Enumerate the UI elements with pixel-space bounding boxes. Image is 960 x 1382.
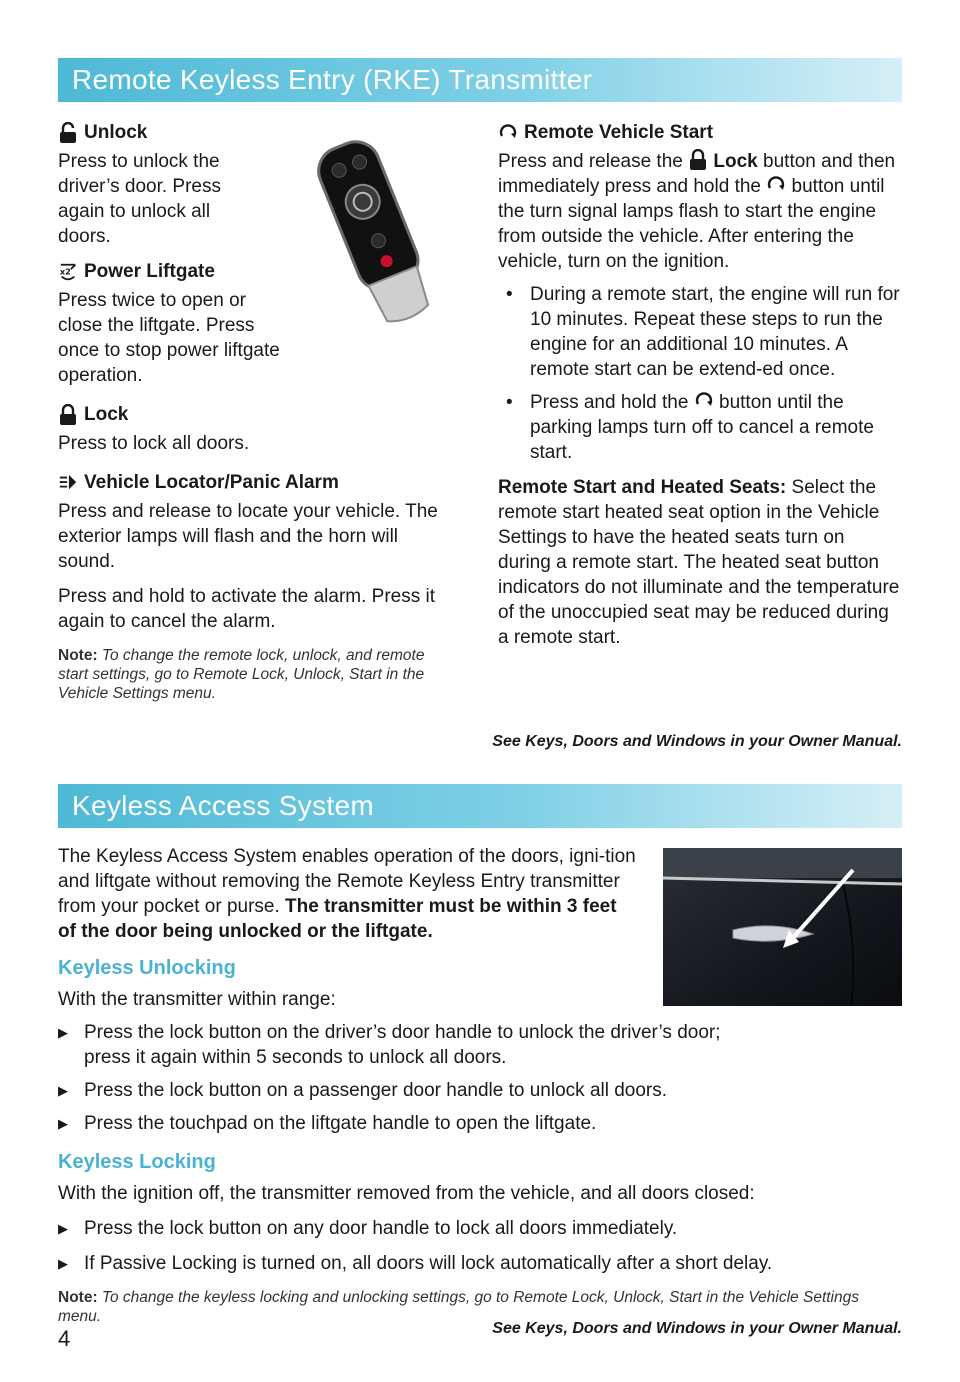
heated-seats-label: Remote Start and Heated Seats: bbox=[498, 477, 787, 498]
arrow-bullet-icon: ▶ bbox=[58, 1221, 68, 1236]
unlocking-item-text: Press the touchpad on the liftgate handle to open the liftgate. bbox=[84, 1113, 597, 1134]
locator-label: Vehicle Locator/Panic Alarm bbox=[84, 472, 339, 493]
arrow-bullet-icon: ▶ bbox=[58, 1083, 68, 1098]
remote-start-text bbox=[498, 149, 902, 274]
liftgate-icon bbox=[58, 261, 78, 283]
remote-start-icon-inline bbox=[766, 174, 786, 196]
rke-note-label: Note: bbox=[58, 647, 98, 664]
remote-start-icon-inline bbox=[694, 390, 714, 412]
keyless-intro-bold: The transmitter must be within 3 feet of the door being unlocked or the liftgate. bbox=[58, 896, 617, 942]
keyless-note-text: To change the keyless locking and unlocking settings, go to Remote Lock, Unlock, Start in the Vehicle Settings menu. bbox=[58, 1289, 859, 1325]
see-owner-manual-2: See Keys, Doors and Windows in your Owner Manual. bbox=[492, 1320, 902, 1337]
locking-item-text: Press the lock button on any door handle to lock all doors immediately. bbox=[84, 1218, 678, 1239]
unlocking-item-2 bbox=[58, 1078, 902, 1103]
keyless-locking-lead: With the ignition off, the transmitter removed from the vehicle, and all doors closed: bbox=[58, 1183, 755, 1204]
bullet-1-text: During a remote start, the engine will run for 10 minutes. Repeat these steps to run the engine for an additional 10 minutes. A remote start can be extend-ed once. bbox=[530, 284, 900, 380]
locking-item-text: If Passive Locking is turned on, all doors will lock automatically after a short delay. bbox=[84, 1253, 773, 1274]
keyless-locking-heading: Keyless Locking bbox=[58, 1151, 216, 1173]
rke-note-text: To change the remote lock, unlock, and remote start settings, go to Remote Lock, Unlock, Start in the Vehicle Settings menu. bbox=[58, 647, 425, 702]
bullet-2-text bbox=[530, 390, 902, 465]
keyless-unlocking-heading: Keyless Unlocking bbox=[58, 957, 236, 979]
keyless-access-column bbox=[58, 844, 902, 1326]
unlock-icon bbox=[58, 122, 78, 144]
lock-icon bbox=[58, 404, 78, 426]
heated-seats-body: Select the remote start heated seat option in the Vehicle Settings to have the heated seats turn on during a remote start. The heated seat button indicators do not illuminate and the temperature of the unoccupied seat may be reduced during a remote start. bbox=[498, 477, 900, 648]
panic-alarm-icon bbox=[58, 472, 78, 494]
remote-start-text-a: Press and release the bbox=[498, 151, 683, 172]
heated-seats-text bbox=[498, 475, 902, 650]
lock-label: Lock bbox=[84, 404, 129, 425]
lock-icon-inline bbox=[688, 149, 708, 171]
rke-right-column bbox=[498, 120, 902, 650]
remote-start-bullet-1 bbox=[498, 282, 902, 382]
unlocking-item-3 bbox=[58, 1111, 902, 1136]
keyless-note-label: Note: bbox=[58, 1289, 98, 1306]
remote-start-heading bbox=[498, 120, 902, 145]
arrow-bullet-icon: ▶ bbox=[58, 1025, 68, 1040]
arrow-bullet-icon: ▶ bbox=[58, 1116, 68, 1131]
svg-text:x2: x2 bbox=[59, 266, 71, 277]
see-owner-manual-1: See Keys, Doors and Windows in your Owner Manual. bbox=[492, 733, 902, 750]
lock-word: Lock bbox=[713, 151, 758, 172]
remote-start-bullet-2 bbox=[498, 390, 902, 465]
unlock-text: Press to unlock the driver’s door. Press again to unlock all doors. bbox=[58, 151, 221, 247]
arrow-bullet-icon: ▶ bbox=[58, 1256, 68, 1271]
section-banner-keyless-access: Keyless Access System bbox=[58, 784, 902, 828]
bullet-2-text-a: Press and hold the bbox=[530, 392, 689, 413]
remote-start-text-b: button and then immediately press and hold the bbox=[498, 151, 896, 197]
locator-text-1: Press and release to locate your vehicle. The exterior lamps will flash and the horn will sound. bbox=[58, 501, 438, 572]
lock-heading bbox=[58, 402, 458, 427]
bullet-dot: • bbox=[506, 392, 513, 413]
section-banner-rke: Remote Keyless Entry (RKE) Transmitter bbox=[58, 58, 902, 102]
lock-text: Press to lock all doors. bbox=[58, 433, 250, 454]
rke-note bbox=[58, 646, 458, 703]
remote-start-icon bbox=[498, 122, 518, 144]
unlocking-item-text: Press the lock button on a passenger door handle to unlock all doors. bbox=[84, 1080, 668, 1101]
page-number: 4 bbox=[58, 1326, 71, 1351]
keyless-unlocking-lead: With the transmitter within range: bbox=[58, 989, 336, 1010]
unlocking-item-text: Press the lock button on the driver’s door handle to unlock the driver’s door; press it again within 5 seconds to unlock all doors. bbox=[84, 1022, 721, 1068]
unlocking-item-1 bbox=[58, 1020, 902, 1070]
keyless-intro-text: The Keyless Access System enables operation of the doors, igni-tion and liftgate without removing the Remote Keyless Entry transmitter from your pocket or purse. bbox=[58, 846, 636, 917]
unlock-label: Unlock bbox=[84, 122, 148, 143]
remote-start-text-c: button until the turn signal lamps flash to start the engine from outside the vehicle. After entering the vehicle, turn on the ignition. bbox=[498, 176, 885, 272]
locator-text-2: Press and hold to activate the alarm. Press it again to cancel the alarm. bbox=[58, 586, 436, 632]
key-fob-image bbox=[288, 130, 458, 330]
liftgate-text: Press twice to open or close the liftgate. Press once to stop power liftgate operation. bbox=[58, 290, 280, 386]
locator-heading bbox=[58, 470, 458, 495]
locking-item-1 bbox=[58, 1216, 902, 1241]
bullet-2-text-b: button until the parking lamps turn off to cancel a remote start. bbox=[530, 392, 874, 463]
remote-start-label: Remote Vehicle Start bbox=[524, 122, 714, 143]
bullet-dot: • bbox=[506, 284, 513, 305]
keyless-intro bbox=[58, 844, 638, 944]
locking-item-2 bbox=[58, 1251, 902, 1276]
liftgate-label: Power Liftgate bbox=[84, 261, 215, 282]
